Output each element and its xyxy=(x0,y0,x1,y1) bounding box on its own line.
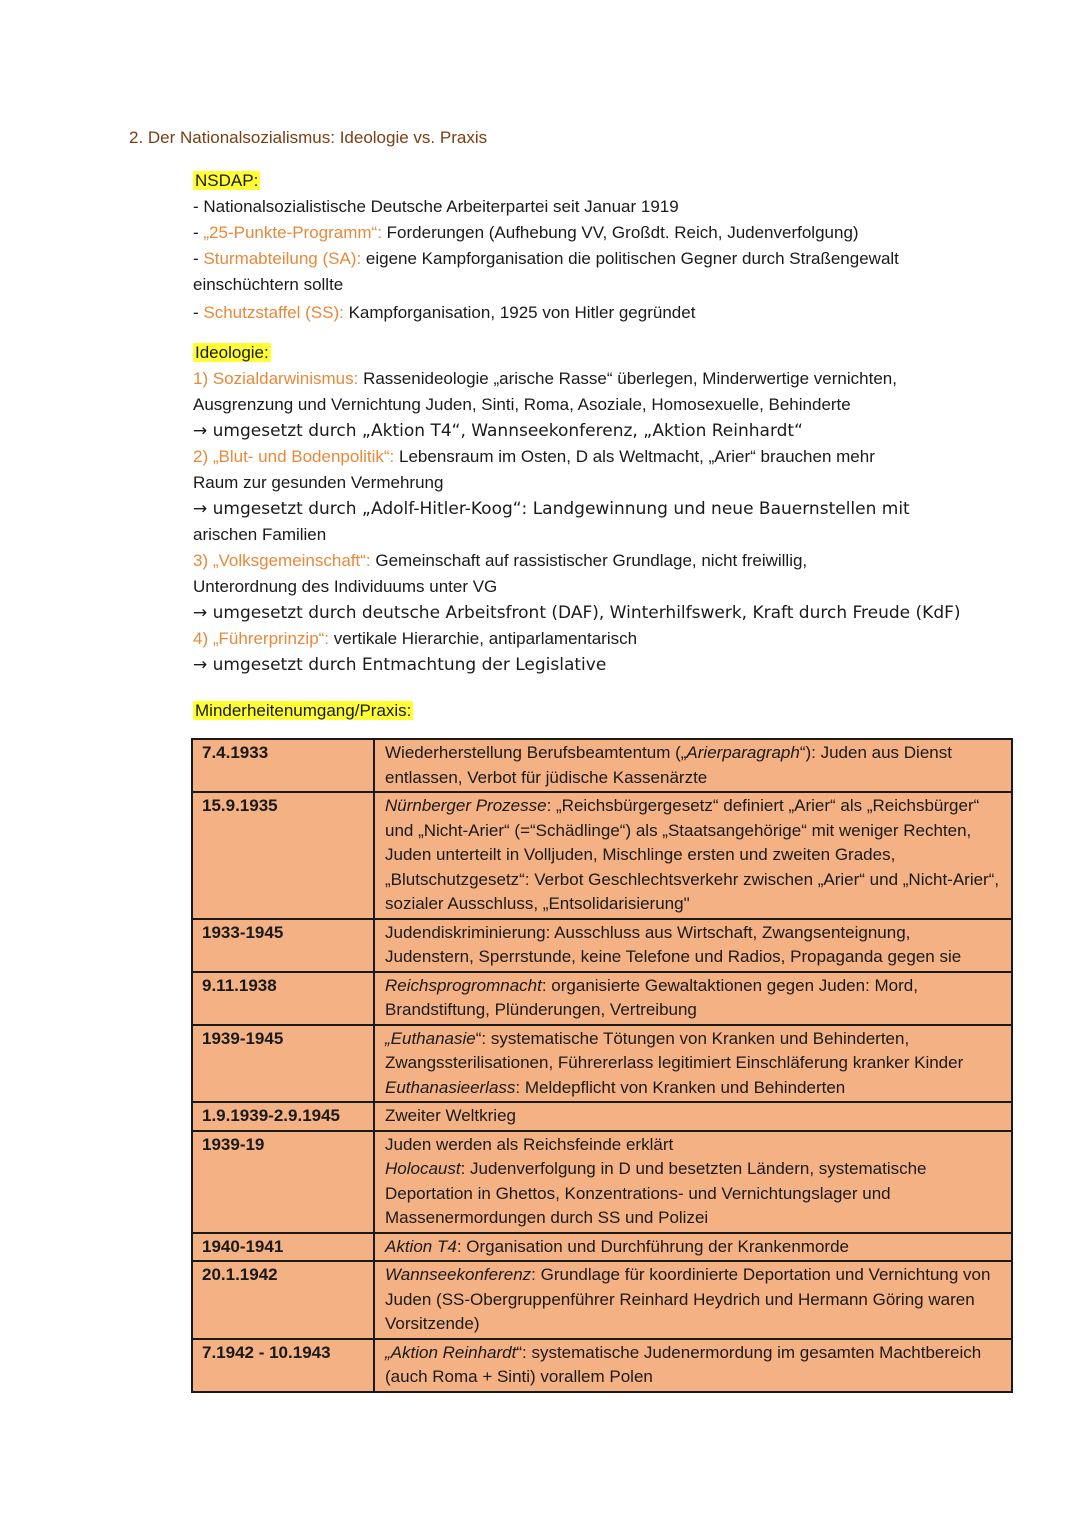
ideologie-line: Ausgrenzung und Vernichtung Juden, Sinti, Roma, Asoziale, Homosexuelle, Behinderte xyxy=(193,395,851,414)
timeline-date: 1940-1941 xyxy=(192,1233,374,1262)
table-row xyxy=(192,1131,1012,1233)
table-row xyxy=(192,792,1012,919)
timeline-description: Aktion T4: Organisation und Durchführung der Krankenmorde xyxy=(374,1233,1012,1262)
timeline-date: 9.11.1938 xyxy=(192,972,374,1025)
timeline-description: Reichsprogromnacht: organisierte Gewaltaktionen gegen Juden: Mord, Brandstiftung, Plünderungen, Vertreibung xyxy=(374,972,1012,1025)
table-row xyxy=(192,1025,1012,1103)
term: „25-Punkte-Programm“: xyxy=(203,223,382,242)
timeline-description: Zweiter Weltkrieg xyxy=(374,1102,1012,1131)
ideologie-label: Ideologie: xyxy=(195,343,269,362)
timeline-date: 7.1942 - 10.1943 xyxy=(192,1339,374,1392)
arrow-line: → umgesetzt durch „Adolf-Hitler-Koog“: Landgewinnung und neue Bauernstellen mit xyxy=(193,499,910,519)
table-row xyxy=(192,1339,1012,1392)
timeline-table xyxy=(191,738,1013,1393)
nsdap-label: NSDAP: xyxy=(195,171,259,190)
timeline-description: Wannseekonferenz: Grundlage für koordinierte Deportation und Vernichtung von Juden (SS-Obergruppenführer Reinhard Heydrich und Hermann Göring waren Vorsitzende) xyxy=(374,1261,1012,1339)
timeline-date: 20.1.1942 xyxy=(192,1261,374,1339)
table-row xyxy=(192,919,1012,972)
ideologie-line: 3) „Volksgemeinschaft“: Gemeinschaft auf rassistischer Grundlage, nicht freiwillig, xyxy=(193,551,808,570)
nsdap-line: - „25-Punkte-Programm“: Forderungen (Aufhebung VV, Großdt. Reich, Judenverfolgung) xyxy=(193,223,859,242)
timeline-date: 1.9.1939-2.9.1945 xyxy=(192,1102,374,1131)
page-heading: 2. Der Nationalsozialismus: Ideologie vs. Praxis xyxy=(129,128,488,147)
table-row xyxy=(192,739,1012,792)
timeline-date: 1933-1945 xyxy=(192,919,374,972)
ideologie-line: 1) Sozialdarwinismus: Rassenideologie „arische Rasse“ überlegen, Minderwertige vernichten, xyxy=(193,369,897,388)
nsdap-line: - Nationalsozialistische Deutsche Arbeiterpartei seit Januar 1919 xyxy=(193,197,679,216)
ideologie-line: Raum zur gesunden Vermehrung xyxy=(193,473,444,492)
ideologie-line: 2) „Blut- und Bodenpolitik“: Lebensraum im Osten, D als Weltmacht, „Arier“ brauchen mehr xyxy=(193,447,875,466)
timeline-description: Judendiskriminierung: Ausschluss aus Wirtschaft, Zwangsenteignung, Judenstern, Sperrstunde, keine Telefone und Radios, Propaganda gegen sie xyxy=(374,919,1012,972)
term: Sturmabteilung (SA): xyxy=(203,249,362,268)
timeline-description: „Euthanasie“: systematische Tötungen von Kranken und Behinderten, Zwangssterilisationen, Führererlass legitimiert Einschläferung kranker Kinder Euthanasieerlass: Meldepflicht von Kranken und Behinderten xyxy=(374,1025,1012,1103)
timeline-description: Wiederherstellung Berufsbeamtentum („Arierparagraph“): Juden aus Dienst entlassen, Verbot für jüdische Kassenärzte xyxy=(374,739,1012,792)
arrow-line: → umgesetzt durch Entmachtung der Legislative xyxy=(193,655,607,675)
arrow-line: → umgesetzt durch deutsche Arbeitsfront (DAF), Winterhilfswerk, Kraft durch Freude (KdF) xyxy=(193,603,961,623)
timeline-description: Juden werden als Reichsfeinde erklärt Holocaust: Judenverfolgung in D und besetzten Ländern, systematische Deportation in Ghettos, Konzentrations- und Vernichtungslager und Massenermordungen durch SS und Polizei xyxy=(374,1131,1012,1233)
table-row xyxy=(192,972,1012,1025)
nsdap-section xyxy=(193,168,1023,326)
term: Schutzstaffel (SS): xyxy=(203,303,344,322)
timeline-description: Nürnberger Prozesse: „Reichsbürgergesetz“ definiert „Arier“ als „Reichsbürger“ und „Nicht-Arier“ (=“Schädlinge“) als „Staatsangehörige“ mit weniger Rechten, Juden unterteilt in Volljuden, Mischlinge ersten und zweiten Grades, „Blutschutzgesetz“: Verbot Geschlechtsverkehr zwischen „Arier“ und „Nicht-Arier“, sozialer Ausschluss, „Entsolidarisierung" xyxy=(374,792,1012,919)
table-row xyxy=(192,1233,1012,1262)
nsdap-line: - Sturmabteilung (SA): eigene Kampforganisation die politischen Gegner durch Straßengewalt xyxy=(193,249,899,268)
timeline-date: 1939-1945 xyxy=(192,1025,374,1103)
timeline-description: „Aktion Reinhardt“: systematische Judenermordung im gesamten Machtbereich (auch Roma + Sinti) vorallem Polen xyxy=(374,1339,1012,1392)
table-row xyxy=(192,1261,1012,1339)
ideologie-line: Unterordnung des Individuums unter VG xyxy=(193,577,498,596)
table-row xyxy=(192,1102,1012,1131)
timeline-date: 7.4.1933 xyxy=(192,739,374,792)
ideologie-section xyxy=(193,340,1023,678)
minderheiten-label: Minderheitenumgang/Praxis: xyxy=(195,701,412,720)
nsdap-line: einschüchtern sollte xyxy=(193,275,344,294)
minderheiten-section xyxy=(193,698,1023,724)
arrow-line: → umgesetzt durch „Aktion T4“, Wannseekonferenz, „Aktion Reinhardt“ xyxy=(193,421,803,441)
ideologie-line: arischen Familien xyxy=(193,525,327,544)
timeline-date: 15.9.1935 xyxy=(192,792,374,919)
timeline-date: 1939-19 xyxy=(192,1131,374,1233)
nsdap-line: - Schutzstaffel (SS): Kampforganisation, 1925 von Hitler gegründet xyxy=(193,303,696,322)
ideologie-line: 4) „Führerprinzip“: vertikale Hierarchie, antiparlamentarisch xyxy=(193,629,638,648)
